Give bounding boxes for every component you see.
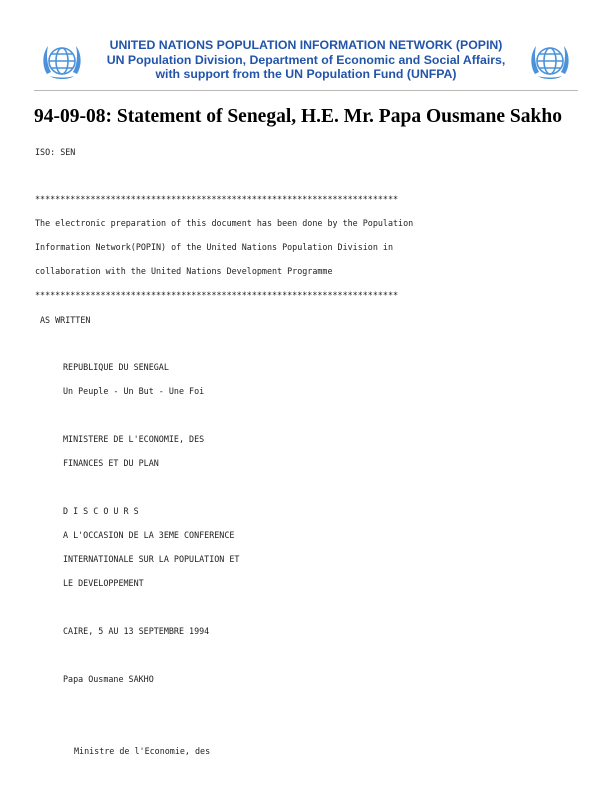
un-emblem-icon bbox=[38, 38, 86, 86]
header-divider bbox=[34, 90, 578, 91]
speaker-name: Papa Ousmane SAKHO bbox=[63, 674, 154, 684]
popin-header bbox=[34, 34, 578, 88]
iso-code: ISO: SEN bbox=[35, 147, 76, 157]
un-emblem-icon bbox=[526, 38, 574, 86]
header-text bbox=[90, 38, 522, 82]
occasion-line: INTERNATIONALE SUR LA POPULATION ET bbox=[63, 554, 240, 564]
motto-line: Un Peuple - Un But - Une Foi bbox=[63, 386, 205, 396]
occasion-line: A L'OCCASION DE LA 3EME CONFERENCE bbox=[63, 530, 235, 540]
header-line-2: UN Population Division, Department of Economic and Social Affairs, bbox=[106, 52, 506, 67]
popin-note-line: Information Network(POPIN) of the United Nations Population Division in bbox=[35, 242, 393, 252]
place-date-line: CAIRE, 5 AU 13 SEPTEMBRE 1994 bbox=[63, 626, 210, 636]
header-line-3: with support from the UN Population Fund (UNFPA) bbox=[155, 67, 457, 81]
popin-note-line: collaboration with the United Nations Development Programme bbox=[35, 266, 333, 276]
ministry-line: FINANCES ET DU PLAN bbox=[63, 458, 159, 468]
minister-title-line: Ministre de l'Economie, des bbox=[74, 746, 211, 756]
ministry-line: MINISTERE DE L'ECONOMIE, DES bbox=[63, 434, 205, 444]
header-line-1: UNITED NATIONS POPULATION INFORMATION NETWORK (POPIN) bbox=[109, 38, 503, 52]
page-title: 94-09-08: Statement of Senegal, H.E. Mr. Papa Ousmane Sakho bbox=[34, 106, 562, 127]
republic-line: REPUBLIQUE DU SENEGAL bbox=[63, 362, 169, 372]
occasion-line: LE DEVELOPPEMENT bbox=[63, 578, 144, 588]
discours-heading: D I S C O U R S bbox=[63, 506, 139, 516]
popin-note-line: The electronic preparation of this document has been done by the Population bbox=[35, 218, 414, 228]
separator-stars: ************************************************************************ bbox=[35, 194, 399, 204]
as-written-label: AS WRITTEN bbox=[40, 315, 91, 325]
separator-stars: ************************************************************************ bbox=[35, 290, 399, 300]
